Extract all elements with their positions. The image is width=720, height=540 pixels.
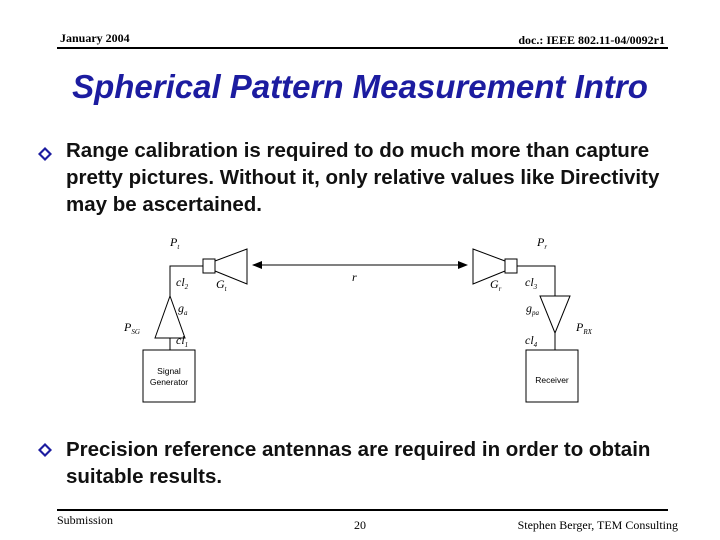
pt-sub: t bbox=[177, 243, 180, 251]
cl3-label: cl bbox=[525, 275, 534, 289]
slide-title: Spherical Pattern Measurement Intro bbox=[72, 68, 648, 105]
cl3-sub: 3 bbox=[533, 283, 538, 291]
page-number: 20 bbox=[354, 518, 366, 532]
bullet-diamond-icon bbox=[38, 443, 52, 457]
header-doc-id: doc.: IEEE 802.11-04/0092r1 bbox=[518, 33, 665, 47]
cl2-label: cl bbox=[176, 275, 185, 289]
gpa-sub: pa bbox=[532, 309, 539, 317]
footer-submission: Submission bbox=[57, 513, 114, 527]
bullet-text-1: Range calibration is required to do much more than capture pretty pictures. Without it, only relative values like Directivity may be ascertained. bbox=[66, 139, 660, 216]
psg-label: P bbox=[124, 320, 132, 334]
svg-text:cl2 bbox=[176, 275, 189, 291]
svg-text:Pt bbox=[169, 235, 180, 251]
ga-label: g bbox=[178, 301, 184, 315]
svg-text:Gt bbox=[216, 277, 228, 293]
footer-rule bbox=[57, 509, 668, 511]
cl1-sub: 1 bbox=[184, 341, 189, 349]
bullet-text-2: Precision reference antennas are required in order to obtain suitable results. bbox=[66, 438, 651, 488]
svg-text:cl4 bbox=[525, 333, 538, 349]
pr-sub: r bbox=[544, 243, 548, 251]
svg-text:Gr bbox=[490, 277, 502, 293]
gr-label: G bbox=[490, 277, 499, 291]
receiver-label: Receiver bbox=[535, 375, 569, 385]
gt-label: G bbox=[216, 277, 225, 291]
cl2-sub: 2 bbox=[184, 283, 189, 291]
svg-text:ga bbox=[178, 301, 188, 317]
header-rule bbox=[57, 47, 668, 49]
prx-sub: RX bbox=[583, 328, 592, 336]
header-date: January 2004 bbox=[60, 31, 130, 45]
prx-label: P bbox=[576, 320, 584, 334]
pt-label: P bbox=[170, 235, 178, 249]
gt-sub: t bbox=[224, 285, 227, 293]
svg-text:gpa bbox=[526, 301, 540, 317]
cl4-sub: 4 bbox=[533, 341, 538, 349]
measurement-diagram bbox=[110, 228, 590, 408]
pr-label: P bbox=[537, 235, 545, 249]
svg-text:PSG bbox=[123, 320, 140, 336]
svg-text:cl3 bbox=[525, 275, 538, 291]
psg-sub: SG bbox=[131, 328, 140, 336]
signal-generator-line-1: Signal bbox=[157, 366, 181, 376]
cl4-label: cl bbox=[525, 333, 534, 347]
svg-text:Pr bbox=[536, 235, 547, 251]
svg-text:PRX bbox=[575, 320, 593, 336]
bullet-diamond-icon bbox=[38, 147, 52, 161]
signal-generator-line-2: Generator bbox=[149, 377, 189, 387]
gpa-label: g bbox=[526, 301, 532, 315]
ga-sub: a bbox=[184, 309, 188, 317]
gr-sub: r bbox=[498, 285, 502, 293]
svg-text:cl1 bbox=[176, 333, 188, 349]
cl1-label: cl bbox=[176, 333, 185, 347]
footer-author: Stephen Berger, TEM Consulting bbox=[517, 518, 678, 532]
range-label: r bbox=[352, 270, 357, 284]
